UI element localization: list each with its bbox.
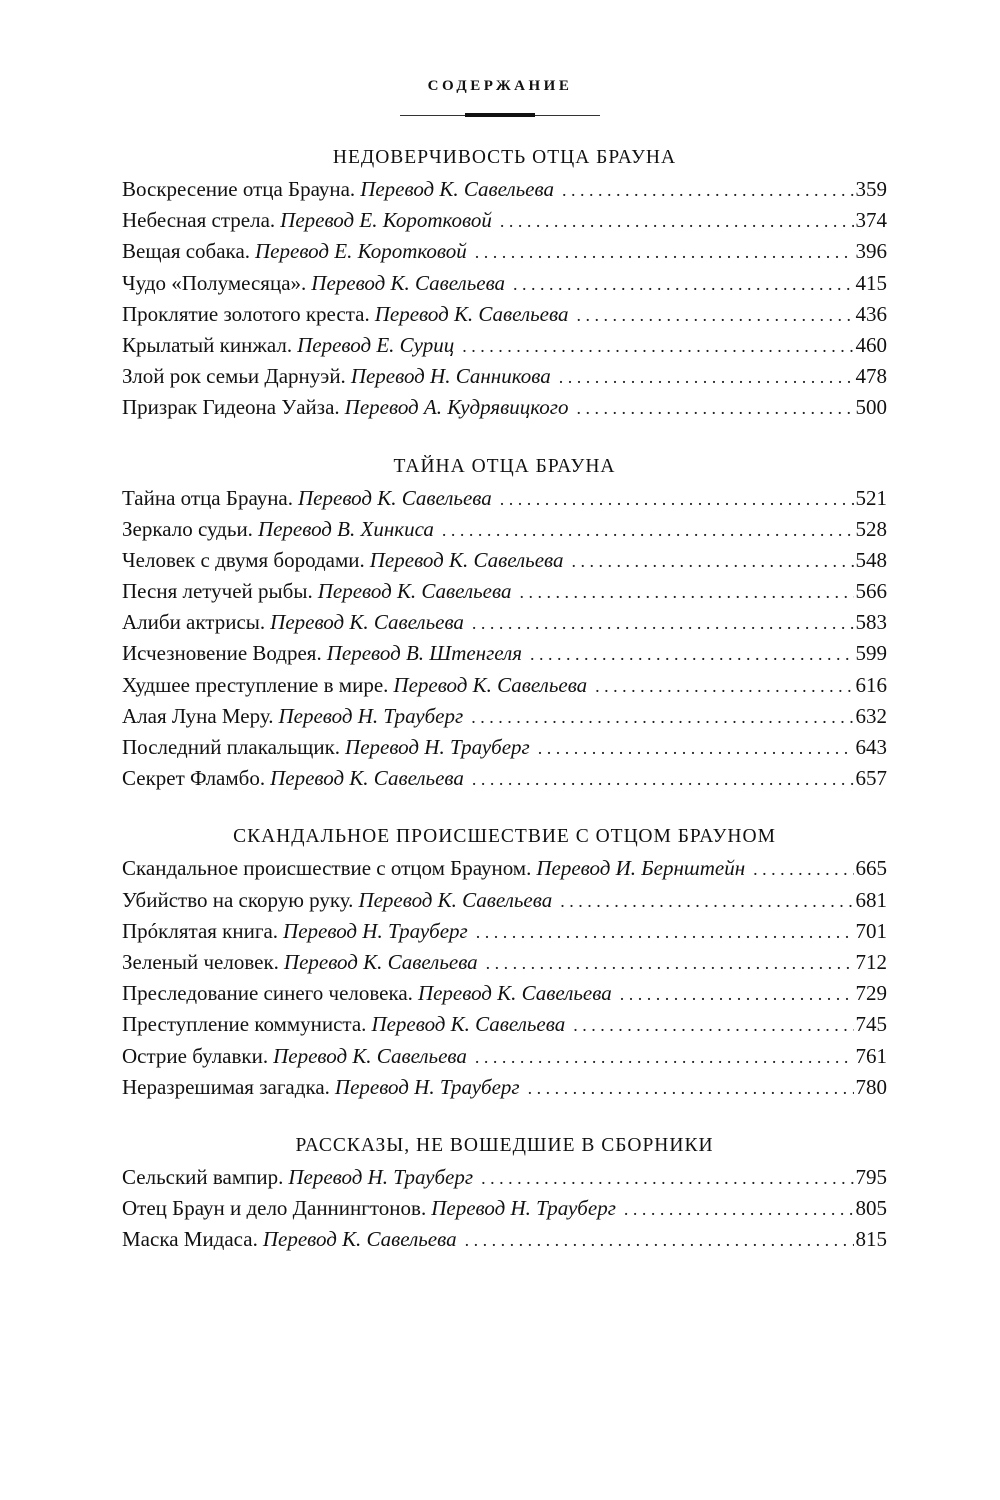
dot-leader: [620, 979, 854, 1010]
dot-leader: [486, 948, 854, 979]
translator-credit: Перевод Н. Санникова: [350, 364, 551, 389]
toc-entry: [122, 1009, 887, 1040]
story-title: Песня летучей рыбы.: [122, 579, 313, 604]
dot-leader: [472, 764, 854, 795]
page-number: 795: [855, 1164, 887, 1189]
translator-credit: Перевод Н. Трауберг: [345, 735, 530, 759]
page-number: 548: [855, 547, 887, 572]
dot-leader: [481, 1163, 853, 1194]
toc-entry: [122, 1072, 887, 1103]
dot-leader: [560, 886, 853, 917]
story-title: Неразрешимая загадка.: [122, 1074, 330, 1099]
translator-credit: Перевод Н. Трауберг: [334, 1074, 520, 1099]
translator-credit: Перевод К. Савельева: [270, 766, 464, 791]
page-number: 657: [855, 766, 887, 791]
page-number: 460: [855, 332, 887, 357]
translator-credit: Перевод К. Савельева: [298, 485, 492, 510]
toc-entry: [122, 299, 887, 330]
toc-entry: [122, 853, 887, 884]
translator-credit: Перевод К. Савельева: [283, 949, 478, 974]
translator-credit: Перевод В. Хинкиса: [257, 516, 434, 541]
story-title: Зеркало судьи.: [122, 516, 253, 541]
table-of-contents: [122, 142, 887, 1255]
page-number: 374: [855, 208, 887, 233]
toc-entry: [122, 483, 887, 514]
page-number: 815: [855, 1227, 887, 1252]
toc-entry: [122, 701, 887, 732]
toc-entry: [122, 763, 887, 794]
toc-entry: [122, 174, 887, 205]
translator-credit: Перевод Н. Трауберг: [283, 918, 468, 943]
translator-credit: Перевод Н. Трауберг: [288, 1164, 474, 1189]
page-number: 643: [855, 735, 887, 759]
translator-credit: Перевод Н. Трауберг: [431, 1196, 616, 1221]
translator-credit: Перевод И. Бернштейн: [536, 856, 746, 881]
translator-credit: Перевод К. Савельева: [360, 177, 554, 201]
dot-leader: [465, 1225, 854, 1256]
toc-entry: [122, 916, 887, 947]
page-number: 583: [855, 610, 887, 635]
translator-credit: Перевод К. Савельева: [273, 1043, 467, 1068]
page-number: 805: [855, 1196, 887, 1221]
ornament-bar: [465, 113, 535, 117]
toc-entry: [122, 732, 887, 763]
story-title: Крылатый кинжал.: [122, 332, 293, 357]
dot-leader: [576, 393, 853, 424]
page-number: 528: [855, 516, 887, 541]
dot-leader: [519, 577, 853, 608]
dot-leader: [471, 702, 853, 733]
dot-leader: [472, 608, 854, 639]
story-title: Убийство на скорую руку.: [122, 887, 354, 912]
translator-credit: Перевод К. Савельева: [317, 579, 512, 604]
section-title: РАССКАЗЫ, НЕ ВОШЕДШИЕ В СБОРНИКИ: [295, 1134, 714, 1156]
toc-entry: [122, 576, 887, 607]
toc-entry: [122, 1041, 887, 1072]
dot-leader: [475, 1042, 854, 1073]
story-title: Секрет Фламбо.: [122, 766, 266, 791]
page-number: 436: [855, 301, 887, 326]
page-number: 599: [855, 641, 887, 666]
dot-leader: [559, 362, 854, 393]
toc-section: [122, 142, 887, 424]
story-title: Последний плакальщик.: [122, 735, 341, 759]
story-title: Маска Мидаса.: [122, 1227, 258, 1252]
translator-credit: Перевод К. Савельева: [358, 887, 553, 912]
section-title: ТАЙНА ОТЦА БРАУНА: [393, 455, 616, 477]
page-number: 396: [855, 239, 887, 264]
story-title: Злой рок семьи Дарнуэй.: [122, 364, 346, 389]
story-title: Воскресение отца Брауна.: [122, 177, 356, 201]
story-title: Сельский вампир.: [122, 1164, 284, 1189]
dot-leader: [572, 546, 854, 577]
story-title: Зеленый человек.: [122, 949, 279, 974]
page-number: 566: [855, 579, 887, 604]
translator-credit: Перевод Н. Трауберг: [278, 703, 464, 728]
story-title: Худшее преступление в мире.: [122, 672, 389, 697]
page-number: 415: [855, 270, 887, 295]
page-number: 729: [855, 981, 887, 1006]
translator-credit: Перевод Е. Коротковой: [255, 239, 467, 264]
story-title: Преступление коммуниста.: [122, 1012, 367, 1037]
dot-leader: [500, 484, 854, 515]
dot-leader: [573, 1010, 853, 1041]
toc-entry: [122, 607, 887, 638]
toc-section: [122, 821, 887, 1103]
translator-credit: Перевод В. Штенгеля: [326, 641, 523, 666]
dot-leader: [530, 639, 853, 670]
toc-entry: [122, 1162, 887, 1193]
header-ornament: [400, 113, 600, 119]
dot-leader: [576, 300, 853, 331]
story-title: Алая Луна Меру.: [122, 703, 274, 728]
page-number: 632: [855, 703, 887, 728]
dot-leader: [538, 733, 854, 764]
toc-entry: [122, 268, 887, 299]
translator-credit: Перевод К. Савельева: [393, 672, 588, 697]
translator-credit: Перевод Е. Суриц: [297, 332, 455, 357]
dot-leader: [442, 515, 854, 546]
toc-entry: [122, 670, 887, 701]
story-title: Скандальное происшествие с отцом Брауном.: [122, 856, 532, 881]
page-number: 478: [855, 364, 887, 389]
story-title: Вещая собака.: [122, 239, 251, 264]
dot-leader: [595, 671, 853, 702]
dot-leader: [476, 917, 854, 948]
page-number: 745: [855, 1012, 887, 1037]
dot-leader: [513, 269, 853, 300]
dot-leader: [475, 237, 854, 268]
story-title: Исчезновение Водрея.: [122, 641, 322, 666]
toc-entry: [122, 545, 887, 576]
toc-section: [122, 451, 887, 795]
translator-credit: Перевод А. Кудрявицкого: [344, 395, 569, 420]
page-number: 521: [855, 485, 887, 510]
page-number: 701: [855, 918, 887, 943]
translator-credit: Перевод К. Савельева: [270, 610, 464, 635]
translator-credit: Перевод К. Савельева: [262, 1227, 457, 1252]
dot-leader: [753, 854, 853, 885]
story-title: Преследование синего человека.: [122, 981, 413, 1006]
page-number: 712: [855, 949, 887, 974]
dot-leader: [562, 175, 854, 206]
section-title: НЕДОВЕРЧИВОСТЬ ОТЦА БРАУНА: [332, 147, 677, 168]
page-number: 500: [855, 395, 887, 420]
toc-entry: [122, 638, 887, 669]
page-number: 359: [855, 177, 887, 201]
toc-entry: [122, 947, 887, 978]
page-number: 616: [855, 672, 887, 697]
dot-leader: [462, 331, 853, 362]
story-title: Отец Браун и дело Даннингтонов.: [122, 1196, 427, 1221]
page-number: 681: [855, 887, 887, 912]
toc-entry: [122, 1224, 887, 1255]
toc-entry: [122, 205, 887, 236]
toc-entry: [122, 392, 887, 423]
story-title: Алиби актрисы.: [122, 610, 266, 635]
story-title: Небесная стрела.: [122, 208, 276, 233]
story-title: Проклятие золотого креста.: [122, 301, 370, 326]
story-title: Острие булавки.: [122, 1043, 269, 1068]
dot-leader: [528, 1073, 854, 1104]
page-number: 761: [855, 1043, 887, 1068]
translator-credit: Перевод К. Савельева: [369, 547, 564, 572]
story-title: Тайна отца Брауна.: [122, 485, 294, 510]
toc-entry: [122, 330, 887, 361]
story-title: Призрак Гидеона Уайза.: [122, 395, 340, 420]
page-number: 665: [855, 856, 887, 881]
translator-credit: Перевод К. Савельева: [371, 1012, 566, 1037]
toc-entry: [122, 361, 887, 392]
story-title: Чудо «Полумесяца».: [122, 270, 307, 295]
toc-entry: [122, 514, 887, 545]
translator-credit: Перевод Е. Коротковой: [280, 208, 492, 233]
translator-credit: Перевод К. Савельева: [374, 301, 569, 326]
translator-credit: Перевод К. Савельева: [417, 981, 612, 1006]
toc-entry: [122, 978, 887, 1009]
dot-leader: [624, 1194, 854, 1225]
page-number: 780: [855, 1074, 887, 1099]
section-title: СКАНДАЛЬНОЕ ПРОИСШЕСТВИЕ С ОТЦОМ БРАУНОМ: [233, 826, 776, 848]
dot-leader: [500, 206, 854, 237]
translator-credit: Перевод К. Савельева: [311, 270, 506, 295]
toc-entry: [122, 885, 887, 916]
toc-section: [122, 1130, 887, 1256]
story-title: Человек с двумя бородами.: [122, 547, 365, 572]
toc-entry: [122, 236, 887, 267]
story-title: Прóклятая книга.: [122, 918, 279, 943]
toc-entry: [122, 1193, 887, 1224]
running-head: СОДЕРЖАНИЕ: [427, 78, 573, 94]
